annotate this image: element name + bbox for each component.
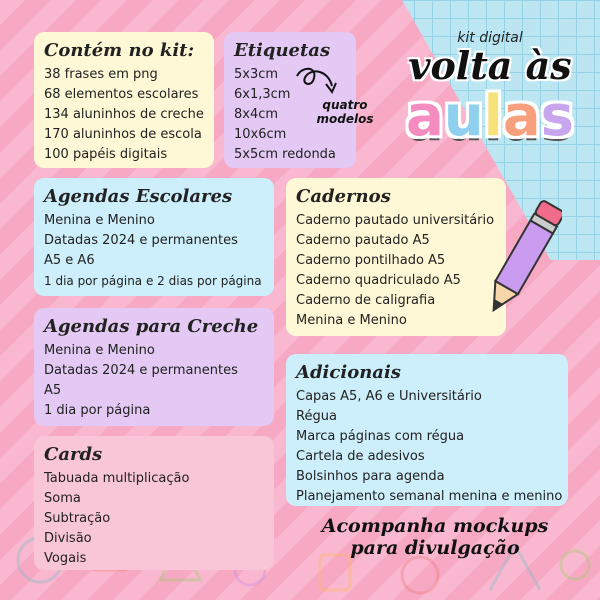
footer-line-1: Acompanha mockups	[321, 515, 549, 537]
kit-title	[390, 30, 590, 149]
list-item: Caderno pautado universitário	[296, 213, 495, 228]
list-item: 1 dia por página	[44, 403, 151, 418]
curly-arrow-icon	[292, 66, 342, 100]
list-item: 38 frases em png	[44, 67, 158, 82]
agendas-creche-heading: Agendas para Creche	[44, 316, 259, 337]
quatro-modelos-note: quatro modelos	[316, 98, 374, 126]
list-item: 5x3cm	[234, 67, 279, 82]
aulas-letter: a	[405, 84, 444, 149]
list-item: Caderno de caligrafia	[296, 293, 436, 308]
agendas-creche-card	[34, 308, 274, 426]
cadernos-card	[286, 178, 506, 336]
list-item: Bolsinhos para agenda	[296, 469, 445, 484]
list-item: 6x1,3cm	[234, 87, 291, 102]
etiquetas-heading: Etiquetas	[234, 40, 331, 61]
footer-line-2: para divulgação	[350, 537, 520, 559]
list-item: Soma	[44, 491, 81, 506]
list-item: A5	[44, 383, 62, 398]
list-item: 170 aluninhos de escola	[44, 127, 202, 142]
list-item: A5 e A6	[44, 253, 95, 268]
list-item: 8x4cm	[234, 107, 279, 122]
list-item: Régua	[296, 409, 337, 424]
list-item: Caderno pontilhado A5	[296, 253, 446, 268]
list-item: Planejamento semanal menina e menino	[296, 489, 563, 504]
adicionais-heading: Adicionais	[296, 362, 401, 383]
list-item: Caderno quadriculado A5	[296, 273, 461, 288]
list-item: Capas A5, A6 e Universitário	[296, 389, 482, 404]
pencil-icon	[482, 198, 562, 328]
list-item: Cartela de adesivos	[296, 449, 425, 464]
list-item: 1 dia por página e 2 dias por página	[44, 274, 262, 288]
cards-card	[34, 436, 274, 570]
aulas-letter: l	[483, 84, 503, 149]
list-item: Caderno pautado A5	[296, 233, 430, 248]
agendas-escolares-heading: Agendas Escolares	[44, 186, 233, 207]
list-item: Divisão	[44, 531, 92, 546]
aulas-letter: u	[443, 84, 484, 149]
cadernos-heading: Cadernos	[296, 186, 391, 207]
list-item: Datadas 2024 e permanentes	[44, 363, 238, 378]
list-item: 134 aluninhos de creche	[44, 107, 204, 122]
kit-contents-heading: Contém no kit:	[44, 40, 195, 61]
adicionais-card	[286, 354, 568, 506]
list-item: Datadas 2024 e permanentes	[44, 233, 238, 248]
aulas-letter: s	[540, 84, 574, 149]
title-volta-as: volta às	[408, 43, 572, 88]
list-item: Marca páginas com régua	[296, 429, 465, 444]
agendas-escolares-card	[34, 178, 274, 296]
list-item: Menina e Menino	[296, 313, 407, 328]
list-item: Vogais	[44, 551, 87, 566]
list-item: 10x6cm	[234, 127, 287, 142]
title-aulas	[390, 84, 590, 149]
list-item: 68 elementos escolares	[44, 87, 199, 102]
list-item: Menina e Menino	[44, 343, 155, 358]
footer-mockups	[300, 515, 570, 559]
aulas-letter: a	[502, 84, 541, 149]
kit-contents-card	[34, 32, 214, 168]
list-item: Tabuada multiplicação	[44, 471, 190, 486]
cards-heading: Cards	[44, 444, 103, 465]
list-item: 100 papéis digitais	[44, 147, 168, 162]
title-kit-digital: kit digital	[457, 30, 523, 46]
list-item: 5x5cm redonda	[234, 147, 336, 162]
list-item: Subtração	[44, 511, 111, 526]
list-item: Menina e Menino	[44, 213, 155, 228]
